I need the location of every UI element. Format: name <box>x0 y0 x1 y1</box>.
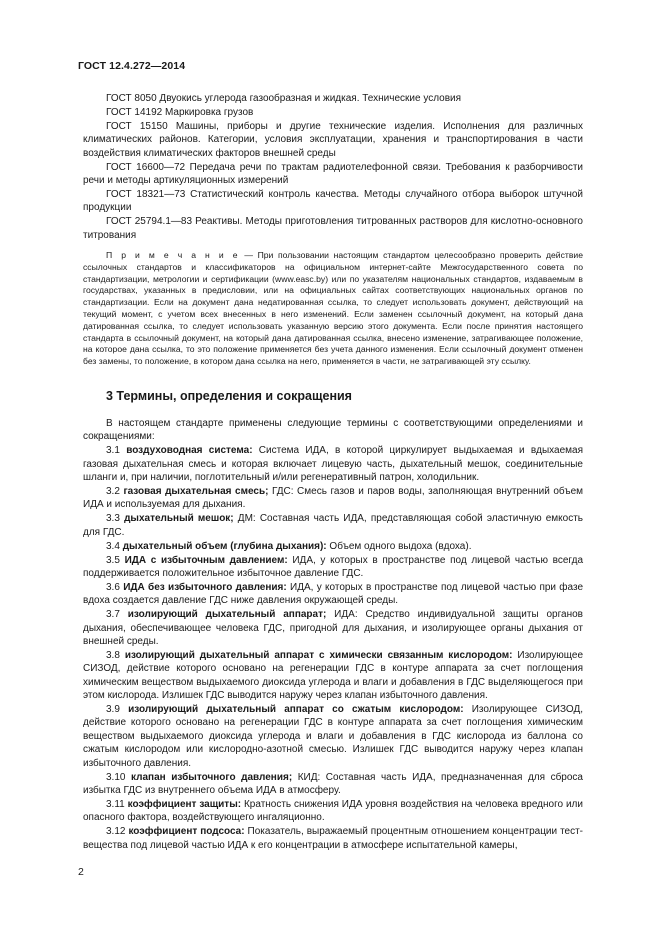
ref-item: ГОСТ 18321—73 Статистический контроль качества. Методы случайного отбора выборок штучной продукции <box>83 188 583 214</box>
term-number: 3.9 <box>106 703 120 715</box>
term-definition: ИДА: Средство индивидуальной защиты органов дыхания, обеспечивающее человека ГДС, пригодной для дыхания, и изолирующее органы дыхания от внешней среды. <box>83 609 583 647</box>
term-name: дыхательный объем (глубина дыхания): <box>122 540 327 552</box>
term-name: ИДА с избыточным давлением: <box>124 554 288 566</box>
term-definition: ИДА, у которых в пространстве под лицевой частью всегда поддерживается положительное избыточное давление ГДС. <box>83 554 584 579</box>
term-number: 3.7 <box>106 609 120 621</box>
term-definition: КИД: Составная часть ИДА, предназначенная для сброса избытка ГДС из внутреннего объема ИДА в атмосферу. <box>83 771 583 796</box>
term-definition: ДМ: Составная часть ИДА, представляющая собой эластичную емкость для ГДС. <box>83 513 584 538</box>
section-intro: В настоящем стандарте применены следующие термины с соответствующими определениями и сокращениями: <box>83 417 583 443</box>
term-entry <box>83 485 583 512</box>
term-number: 3.2 <box>106 485 120 497</box>
term-definition: Объем одного выдоха (вдоха). <box>326 540 472 552</box>
term-name: изолирующий дыхательный аппарат с химически связанным кислородом: <box>124 649 513 661</box>
term-entry <box>83 540 583 553</box>
term-entry <box>83 608 583 648</box>
term-definition: Показатель, выражаемый процентным отношением концентрации тест-вещества под лицевой частью ИДА к его концентрации в атмосфере испытательной камеры, <box>83 826 584 851</box>
term-definition: ГДС: Смесь газов и паров воды, заполняющая внутренний объем ИДА и используемая для дыхания. <box>83 485 584 511</box>
term-definition: Изолирующее СИЗОД, действие которого основано на регенерации ГДС в контуре аппарата за счет поглощения химическим веществом выдыхаемого диоксида углерода и влаги и добавления в ГДС выделяющегося при этом кислорода. Излишек ГДС выводится наружу через клапан избыточного давления. <box>83 649 584 702</box>
term-number: 3.5 <box>106 554 120 566</box>
term-number: 3.10 <box>106 771 126 783</box>
term-number: 3.6 <box>106 581 120 593</box>
term-entry <box>83 798 583 825</box>
page-number: 2 <box>78 866 84 878</box>
note-paragraph <box>83 250 583 368</box>
term-name: воздуховодная система: <box>126 445 253 457</box>
term-name: газовая дыхательная смесь; <box>123 485 269 497</box>
note-label: П р и м е ч а н и е <box>106 249 240 260</box>
term-number: 3.1 <box>106 445 120 457</box>
term-entry <box>83 703 583 770</box>
term-number: 3.12 <box>106 826 126 838</box>
term-name: клапан избыточного давления; <box>131 771 293 783</box>
page-body <box>83 92 583 852</box>
term-name: коэффициент подсоса: <box>128 826 245 838</box>
term-name: изолирующий дыхательный аппарат со сжатым кислородом: <box>128 703 464 715</box>
term-entry <box>83 825 583 852</box>
term-name: ИДА без избыточного давления: <box>123 581 287 593</box>
term-definition: Изолирующее СИЗОД, действие которого основано на регенерации ГДС в контуре аппарата за счет поглощения химическим веществом выдыхаемого диоксида углерода и влаги и добавления в ГДС кислорода из баллона со сжатым кислородом или кислородно-азотной смесью. Излишек ГДС выводится наружу через клапан избыточного давления. <box>83 703 583 769</box>
document-header: ГОСТ 12.4.272—2014 <box>78 60 186 72</box>
term-entry <box>83 649 583 703</box>
ref-item: ГОСТ 8050 Двуокись углерода газообразная и жидкая. Технические условия <box>106 93 462 104</box>
term-definition: ИДА, у которых в пространстве под лицевой частью при фазе вдоха создается давление ГДС ниже давления окружающей среды. <box>83 581 584 607</box>
term-number: 3.3 <box>106 513 120 525</box>
term-number: 3.8 <box>106 649 120 661</box>
term-entry <box>83 444 583 484</box>
ref-item: ГОСТ 14192 Маркировка грузов <box>106 106 254 118</box>
term-definition: Кратность снижения ИДА уровня воздействия на человека вредного или опасного фактора, воздействующего ингаляционно. <box>83 798 583 824</box>
ref-item: ГОСТ 15150 Машины, приборы и другие технические изделия. Исполнения для различных климатических районов. Категории, условия эксплуатации, хранения и транспортирования в части воздействия климатических факторов внешней среды <box>83 120 583 159</box>
ref-item: ГОСТ 16600—72 Передача речи по трактам радиотелефонной связи. Требования к разборчивости речи и методы артикуляционных измерений <box>83 161 583 186</box>
term-entry <box>83 554 583 581</box>
ref-item: ГОСТ 25794.1—83 Реактивы. Методы приготовления титрованных растворов для кислотно-основного титрования <box>83 216 583 241</box>
term-definition: Система ИДА, в которой циркулирует выдыхаемая и вдыхаемая газовая дыхательная смесь и которая включает лицевую часть, дыхательный мешок, соединительные шланги и, при наличии, поглотительный и/или регенеративный патрон, холодильник. <box>83 445 583 484</box>
term-entry <box>83 771 583 798</box>
term-number: 3.11 <box>106 798 125 810</box>
term-entry <box>83 512 583 539</box>
section-title: 3 Термины, определения и сокращения <box>106 388 352 403</box>
term-name: коэффициент защиты: <box>127 798 242 810</box>
term-entry <box>83 581 583 608</box>
term-number: 3.4 <box>106 540 120 552</box>
term-name: дыхательный мешок; <box>124 513 234 525</box>
note-text: — При пользовании настоящим стандартом целесообразно проверить действие ссылочных стандартов и классификаторов на официальном интернет-сайте Межгосударственного совета по стандартизации, метрологии и сертификации (www.easc.by) или по указателям национальных стандартов, издаваемым в государствах, указанных в предисловии, или на официальных сайтах соответствующих национальных органов по стандартизации. Если на документ дана недатированная ссылка, то следует использовать документ, действующий на текущий момент, с учетом всех внесенных в него изменений. Если заменен ссылочный документ, на который дана датированная ссылка, то следует использовать указанную версию этого документа. Если после принятия настоящего стандарта в ссылочный документ, на который дана датированная ссылка, внесено изменение, затрагивающее положение, на которое дана ссылка, то это положение применяется без учета данного изменения. Если ссылочный документ отменен без замены, то положение, в котором дана ссылка на него, применяется в части, не затрагивающей эту ссылку. <box>83 249 583 367</box>
term-name: изолирующий дыхательный аппарат; <box>127 609 327 621</box>
